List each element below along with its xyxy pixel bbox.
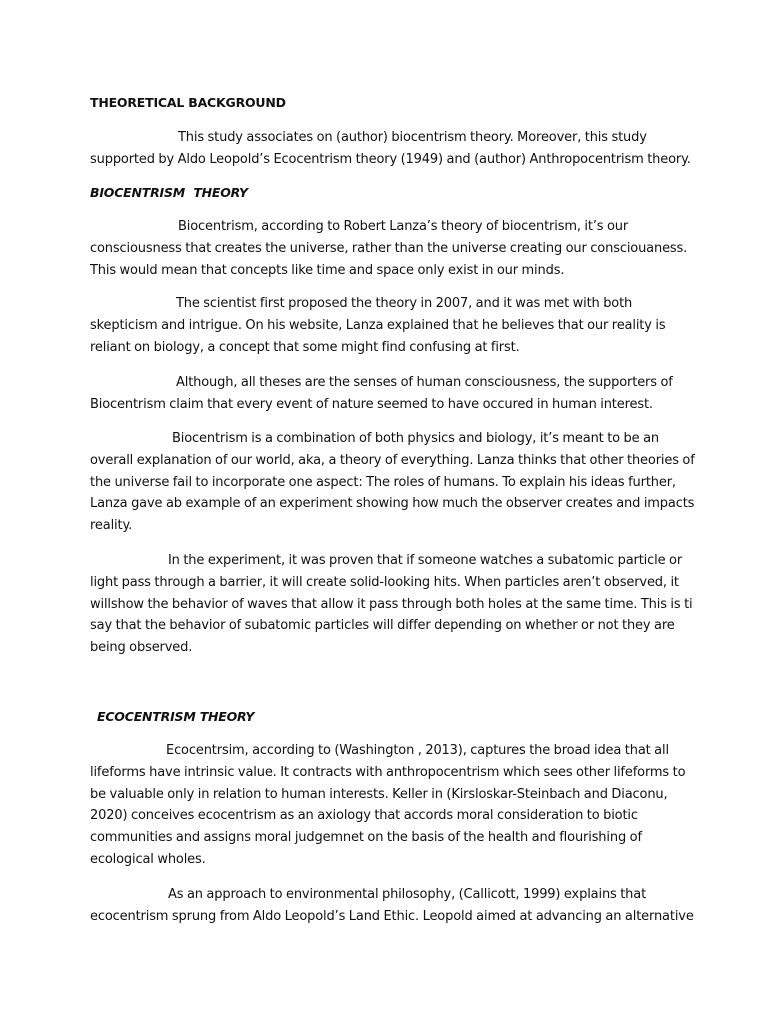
text-line: the universe fail to incorporate one aspect: The roles of humans. To explain his ideas further, (90, 474, 676, 490)
text-line: lifeforms have intrinsic value. It contracts with anthropocentrism which sees other lifeforms to (90, 764, 686, 780)
intro-paragraph (90, 127, 690, 171)
text-line: 2020) conceives ecocentrism as an axiology that accords moral consideration to biotic (90, 808, 638, 824)
text-line: The scientist first proposed the theory in 2007, and it was met with both (176, 296, 633, 311)
text-line: skepticism and intrigue. On his website, Lanza explained that he believes that our reality is (90, 317, 666, 333)
text-line: ecological wholes. (90, 851, 206, 867)
text-line: Biocentrism, according to Robert Lanza’s theory of biocentrism, it’s our (178, 219, 629, 234)
text-line: As an approach to environmental philosophy, (Callicott, 1999) explains that (168, 887, 647, 902)
text-line: Ecocentrsim, according to (Washington , 2013), captures the broad idea that all (166, 743, 669, 758)
text-line: Biocentrism is a combination of both physics and biology, it’s meant to be an (172, 431, 659, 446)
text-line: Lanza gave ab example of an experiment showing how much the observer creates and impacts (90, 496, 695, 512)
text-line: supported by Aldo Leopold’s Ecocentrism theory (1949) and (author) Anthropocentrism theory. (90, 151, 691, 167)
text-line: willshow the behavior of waves that allow it pass through both holes at the same time. This is ti (90, 596, 693, 612)
text-line: In the experiment, it was proven that if someone watches a subatomic particle or (168, 553, 683, 568)
text-line: light pass through a barrier, it will create solid-looking hits. When particles aren’t observed, it (90, 574, 679, 590)
text-line: being observed. (90, 640, 193, 656)
biocentrism-heading: BIOCENTRISM THEORY (90, 185, 248, 200)
document-title: THEORETICAL BACKGROUND (90, 95, 286, 110)
text-line: Although, all theses are the senses of human consciousness, the supporters of (176, 375, 673, 390)
text-line: Biocentrism claim that every event of nature seemed to have occured in human interest. (90, 396, 653, 412)
ecocentrism-paragraph-2 (90, 884, 694, 928)
text-line: say that the behavior of subatomic particles will differ depending on whether or not they are (90, 618, 675, 634)
text-line: This study associates on (author) biocentrism theory. Moreover, this study (178, 130, 647, 145)
biocentrism-paragraph-3 (90, 372, 690, 416)
biocentrism-paragraph-1 (90, 216, 690, 281)
biocentrism-paragraph-5 (90, 550, 693, 659)
text-line: be valuable only in relation to human interests. Keller in (Kirsloskar-Steinbach and Diaconu, (90, 786, 668, 802)
text-line: reality. (90, 518, 133, 534)
text-line: This would mean that concepts like time and space only exist in our minds. (90, 262, 565, 278)
ecocentrism-heading: ECOCENTRISM THEORY (97, 709, 255, 724)
text-line: consciousness that creates the universe, rather than the universe creating our consciouaness. (90, 240, 688, 256)
text-line: reliant on biology, a concept that some might find confusing at first. (90, 339, 520, 355)
biocentrism-paragraph-4 (90, 428, 695, 537)
text-line: ecocentrism sprung from Aldo Leopold’s Land Ethic. Leopold aimed at advancing an alternative (90, 908, 694, 924)
text-line: overall explanation of our world, aka, a theory of everything. Lanza thinks that other theories of (90, 452, 695, 468)
biocentrism-paragraph-2 (90, 293, 690, 358)
ecocentrism-paragraph-1 (90, 740, 690, 871)
text-line: communities and assigns moral judgemnet on the basis of the health and flourishing of (90, 830, 642, 846)
